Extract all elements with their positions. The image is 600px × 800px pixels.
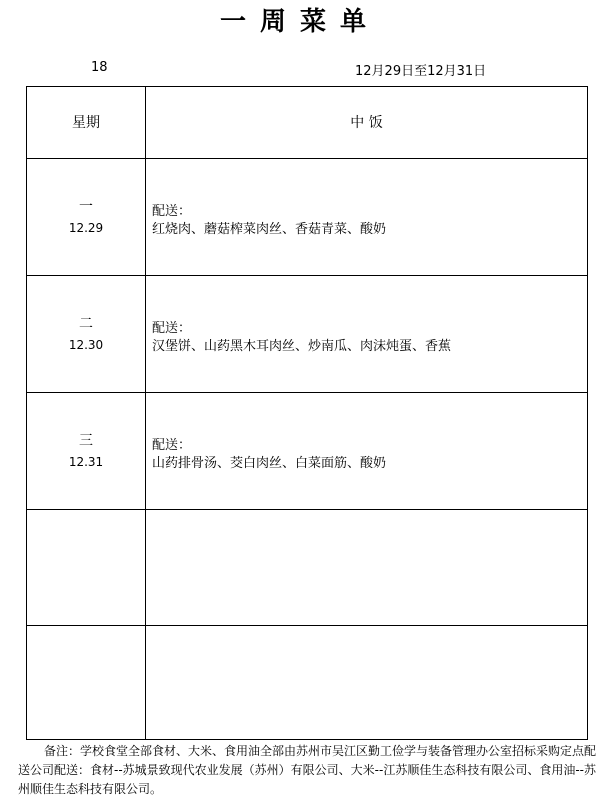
table-row — [27, 159, 587, 276]
table-row — [27, 626, 587, 739]
day-cell — [27, 159, 146, 275]
day-header-cell — [27, 87, 146, 158]
day-cell — [27, 510, 146, 625]
meal-cell — [146, 510, 587, 625]
dish-list: 红烧肉、蘑菇榨菜肉丝、香菇青菜、酸奶 — [152, 222, 387, 237]
delivery-label: 配送： — [152, 204, 192, 219]
day-cell — [27, 276, 146, 392]
day-cell — [27, 393, 146, 509]
table-row — [27, 393, 587, 510]
day-name: 一 — [79, 199, 93, 215]
meal-cell — [146, 626, 587, 739]
lunch-column-header: 中 饭 — [350, 115, 383, 131]
day-date: 12.31 — [68, 455, 104, 469]
table-row — [27, 510, 587, 626]
meal-cell — [146, 276, 587, 392]
delivery-label: 配送： — [152, 321, 192, 336]
table-header-row — [27, 87, 587, 159]
page-title: 一周菜单 — [219, 7, 380, 37]
meal-header-cell — [146, 87, 587, 158]
day-date: 12.30 — [68, 338, 104, 352]
meal-cell — [146, 159, 587, 275]
day-cell — [27, 626, 146, 739]
meal-cell — [146, 393, 587, 509]
week-number: 18 — [91, 60, 108, 75]
date-range: 12月29日至12月31日 — [355, 64, 487, 79]
footer-note: 备注：学校食堂全部食材、大米、食用油全部由苏州市吴江区勤工俭学与装备管理办公室招标采购定点配送公司配送：食材--苏城景致现代农业发展（苏州）有限公司、大米--江苏顺佳生态科技有限公司、食用油--苏州顺佳生态科技有限公司。 — [18, 744, 597, 796]
day-column-header: 星期 — [72, 115, 100, 131]
menu-table — [26, 86, 588, 740]
day-date: 12.29 — [68, 221, 104, 235]
table-row — [27, 276, 587, 393]
day-name: 三 — [79, 433, 93, 449]
day-name: 二 — [79, 316, 93, 332]
delivery-label: 配送： — [152, 438, 192, 453]
dish-list: 汉堡饼、山药黑木耳肉丝、炒南瓜、肉沫炖蛋、香蕉 — [152, 339, 452, 354]
dish-list: 山药排骨汤、茭白肉丝、白菜面筋、酸奶 — [152, 456, 387, 471]
